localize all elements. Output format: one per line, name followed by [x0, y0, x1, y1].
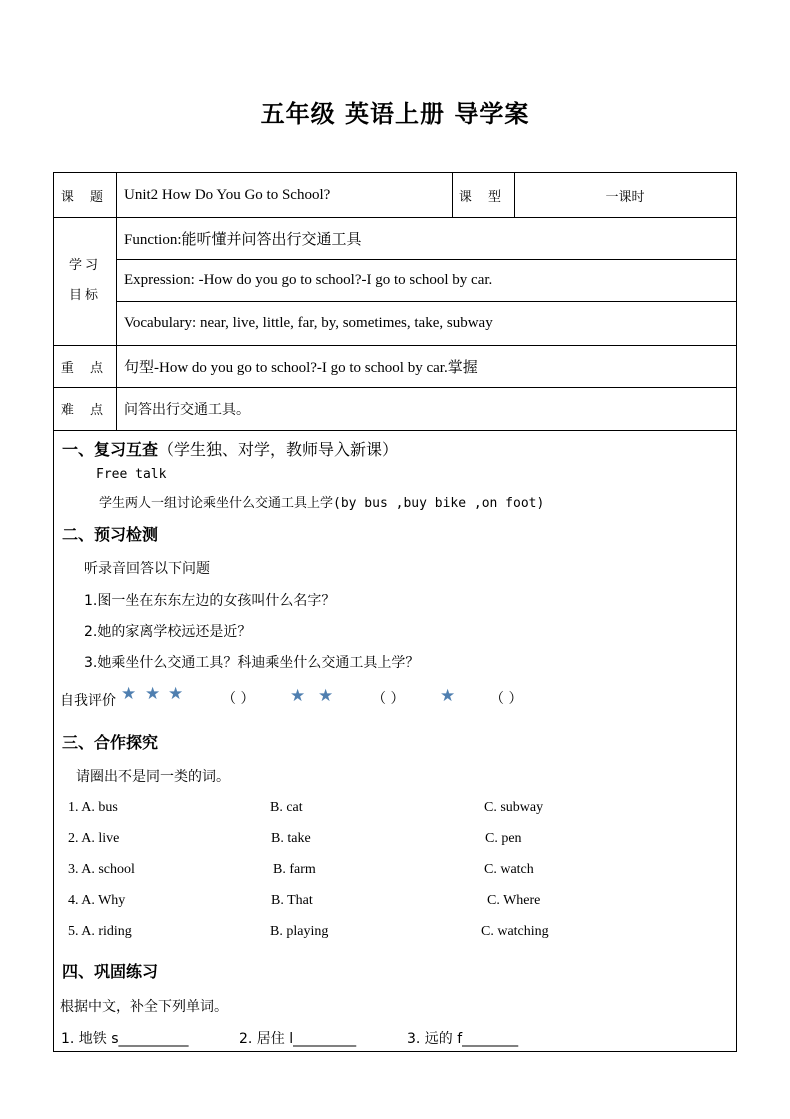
free-talk-instruction: 学生两人一组讨论乘坐什么交通工具上学(by bus ,buy bike ,on foot)	[99, 496, 545, 511]
option-2b: B. take	[271, 831, 311, 846]
key-label: 重 点	[60, 360, 110, 376]
star-icon: ★	[121, 684, 137, 704]
section-explore-heading: 三、合作探究	[62, 733, 159, 752]
star-icon: ★	[440, 686, 456, 706]
question-2: 2.她的家离学校远还是近？	[84, 624, 252, 640]
section-preview-heading: 二、预习检测	[62, 525, 159, 544]
eval-blank-3[interactable]: （ ）	[490, 691, 523, 707]
difficulty-value: 问答出行交通工具。	[124, 401, 250, 418]
section-explore	[62, 730, 158, 753]
option-1a: 1. A. bus	[68, 800, 118, 815]
topic-value: Unit2 How Do You Go to School?	[124, 186, 331, 203]
option-1b: B. cat	[270, 800, 303, 815]
practice-intro: 根据中文，补全下列单词。	[60, 999, 228, 1015]
section-review-note: （学生独、对学，教师导入新课）	[158, 440, 399, 459]
option-4a: 4. A. Why	[68, 893, 126, 908]
option-2c: C. pen	[485, 831, 522, 846]
section-practice-heading: 四、巩固练习	[62, 962, 159, 981]
worksheet-table	[53, 172, 737, 1052]
eval-blank-1[interactable]: （ ）	[222, 691, 255, 707]
section-practice	[62, 959, 158, 982]
section-review-heading: 一、复习互查	[62, 440, 159, 459]
self-eval-label: 自我评价	[60, 693, 116, 709]
fill-live[interactable]: 2. 居住 l_________	[239, 1031, 357, 1047]
star-icon: ★	[168, 684, 184, 704]
type-value: 一课时	[605, 189, 645, 205]
page-title: 五年级 英语上册 导学案	[260, 100, 530, 128]
option-4b: B. That	[271, 893, 313, 908]
section-review	[62, 437, 398, 460]
option-5b: B. playing	[270, 924, 329, 939]
topic-label: 课 题	[60, 189, 110, 205]
fill-far[interactable]: 3. 远的 f________	[407, 1031, 519, 1047]
option-2a: 2. A. live	[68, 831, 120, 846]
listening-intro: 听录音回答以下问题	[84, 561, 210, 577]
option-5a: 5. A. riding	[68, 924, 132, 939]
goals-label-line1: 学习	[68, 258, 101, 273]
goal-function: Function:能听懂并问答出行交通工具	[124, 231, 362, 248]
star-icon: ★	[318, 686, 334, 706]
difficulty-label: 难 点	[60, 403, 110, 418]
section-preview	[62, 522, 158, 545]
goals-label-line2: 目标	[68, 288, 101, 303]
key-value: 句型-How do you go to school?-I go to school by car.掌握	[124, 359, 478, 376]
fill-subway[interactable]: 1. 地铁 s__________	[61, 1031, 189, 1047]
option-3c: C. watch	[484, 862, 534, 877]
star-icon: ★	[290, 686, 306, 706]
star-icon: ★	[145, 684, 161, 704]
option-1c: C. subway	[484, 800, 544, 815]
option-3a: 3. A. school	[68, 862, 135, 877]
goal-vocabulary: Vocabulary: near, live, little, far, by, sometimes, take, subway	[124, 314, 493, 331]
goal-expression: Expression: -How do you go to school?-I go to school by car.	[124, 271, 493, 288]
explore-intro: 请圈出不是同一类的词。	[76, 769, 230, 785]
goals-label	[54, 217, 116, 345]
question-1: 1.图一坐在东东左边的女孩叫什么名字？	[84, 593, 336, 609]
option-3b: B. farm	[273, 862, 316, 877]
eval-blank-2[interactable]: （ ）	[372, 691, 405, 707]
option-5c: C. watching	[481, 924, 549, 939]
free-talk: Free talk	[96, 467, 167, 482]
type-label: 课 型	[458, 189, 508, 205]
question-3: 3.她乘坐什么交通工具？科迪乘坐什么交通工具上学？	[84, 655, 420, 671]
option-4c: C. Where	[487, 893, 541, 908]
